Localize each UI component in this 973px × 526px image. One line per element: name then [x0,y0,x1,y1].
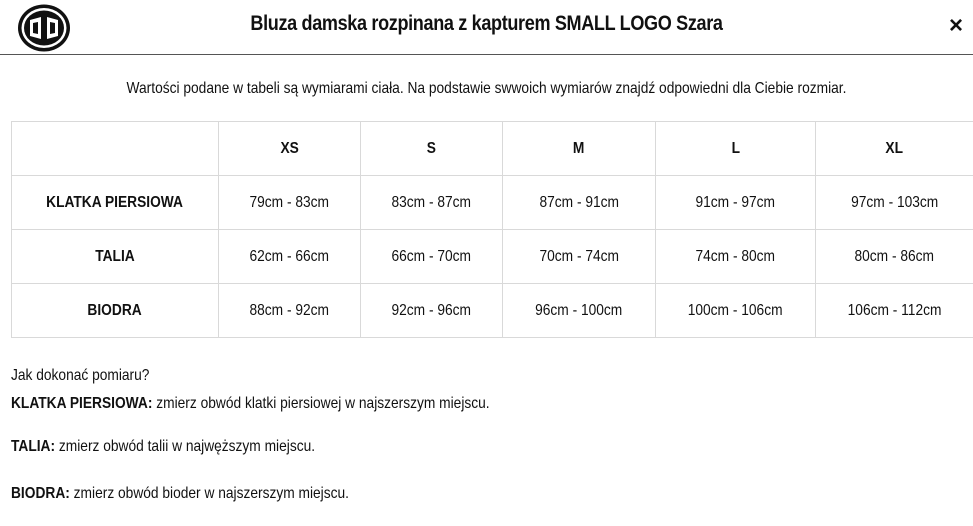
table-cell: 80cm - 86cm [816,230,973,284]
size-table [11,121,973,338]
table-cell: 66cm - 70cm [361,230,503,284]
table-cell: 92cm - 96cm [361,284,503,338]
modal-header [0,0,973,55]
close-icon[interactable]: × [948,12,963,39]
note-text: zmierz obwód bioder w najszerszym miejscu. [69,485,349,502]
table-header-cell: XS [219,122,361,176]
table-cell: 106cm - 112cm [816,284,973,338]
note-text: zmierz obwód klatki piersiowej w najszerszym miejscu. [152,395,490,412]
table-cell: 87cm - 91cm [503,176,656,230]
table-cell: 96cm - 100cm [503,284,656,338]
note-term: KLATKA PIERSIOWA: [11,395,153,412]
table-cell: 100cm - 106cm [656,284,816,338]
row-label: KLATKA PIERSIOWA [12,176,219,230]
table-header-row [12,122,973,176]
measure-note-hips [11,484,404,504]
measure-note-chest [11,394,568,414]
measure-question: Jak dokonać pomiaru? [11,367,150,384]
measure-note-waist [11,437,365,457]
intro-text: Wartości podane w tabeli są wymiarami ciała. Na podstawie swwoich wymiarów znajdź odpowiedni dla Ciebie rozmiar. [126,80,847,97]
table-header-cell: L [656,122,816,176]
table-cell: 83cm - 87cm [361,176,503,230]
table-cell: 74cm - 80cm [656,230,816,284]
table-header-cell: S [361,122,503,176]
table-cell: 70cm - 74cm [503,230,656,284]
table-cell: 62cm - 66cm [219,230,361,284]
table-row [12,176,973,230]
row-label: TALIA [12,230,219,284]
table-cell: 79cm - 83cm [219,176,361,230]
table-row [12,230,973,284]
note-term: BIODRA: [11,485,70,502]
table-cell: 91cm - 97cm [656,176,816,230]
note-term: TALIA: [11,438,56,455]
pitbull-logo-icon [16,3,72,53]
table-header-empty [12,122,219,176]
table-header-cell: M [503,122,656,176]
modal-title: Bluza damska rozpinana z kapturem SMALL LOGO Szara [250,12,723,35]
row-label: BIODRA [12,284,219,338]
table-cell: 97cm - 103cm [816,176,973,230]
table-header-cell: XL [816,122,973,176]
note-text: zmierz obwód talii w najwęższym miejscu. [55,438,316,455]
table-cell: 88cm - 92cm [219,284,361,338]
table-row [12,284,973,338]
